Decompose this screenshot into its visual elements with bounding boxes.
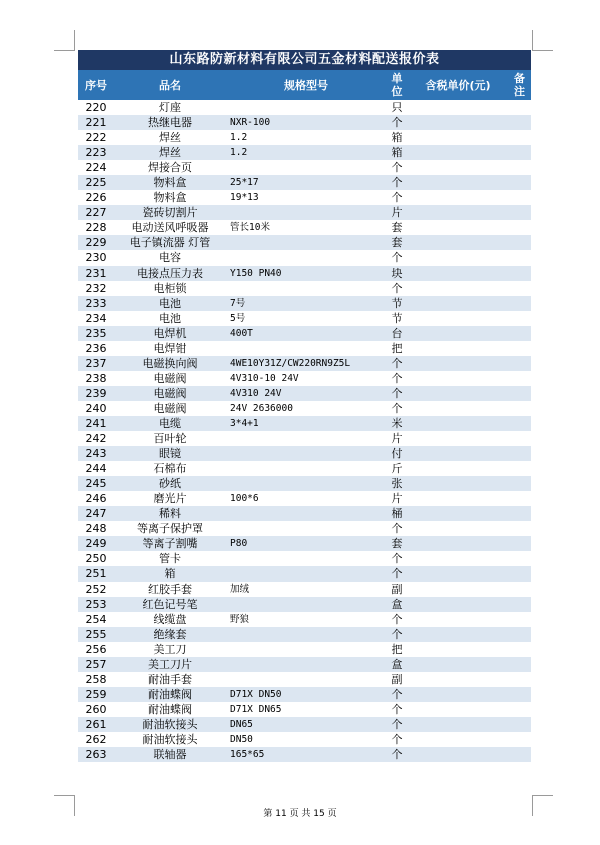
cell-no: 234 xyxy=(85,311,107,325)
cell-unit: 套 xyxy=(391,221,403,235)
cell-no: 254 xyxy=(85,612,107,626)
table-row xyxy=(78,657,531,672)
cell-name: 焊丝 xyxy=(159,146,181,160)
cell-name: 耐油蝶阀 xyxy=(148,702,192,716)
cell-no: 224 xyxy=(85,161,107,175)
cell-no: 237 xyxy=(85,356,107,370)
cell-spec: 4V310 24V xyxy=(230,387,282,399)
cell-unit: 套 xyxy=(391,537,403,551)
table-row xyxy=(78,506,531,521)
cell-name: 等离子保护罩 xyxy=(137,522,203,536)
cell-unit: 个 xyxy=(391,371,403,385)
cell-name: 耐油蝶阀 xyxy=(148,687,192,701)
cell-no: 232 xyxy=(85,281,107,295)
table-header xyxy=(78,70,531,100)
cell-spec: 19*13 xyxy=(230,192,259,204)
cell-name: 砂纸 xyxy=(159,477,181,491)
cell-unit: 片 xyxy=(391,206,403,220)
cell-name: 磨光片 xyxy=(153,492,187,506)
cell-name: 电柜锁 xyxy=(153,281,187,295)
cell-unit: 个 xyxy=(391,386,403,400)
cell-name: 热继电器 xyxy=(148,116,192,130)
cell-name: 稀料 xyxy=(159,507,181,521)
cell-spec: 1.2 xyxy=(230,147,248,159)
cell-name: 红胶手套 xyxy=(148,582,192,596)
cell-spec: 7号 xyxy=(230,297,246,309)
table-row xyxy=(78,250,531,265)
cell-unit: 箱 xyxy=(391,131,403,145)
cell-name: 耐油软接头 xyxy=(142,732,198,746)
cell-unit: 把 xyxy=(391,341,403,355)
cell-unit: 只 xyxy=(391,101,403,114)
price-table xyxy=(78,50,531,762)
cell-no: 259 xyxy=(85,687,107,701)
table-row xyxy=(78,401,531,416)
cell-unit: 个 xyxy=(391,732,403,746)
cell-no: 241 xyxy=(85,416,107,430)
table-row xyxy=(78,416,531,431)
cell-unit: 片 xyxy=(391,432,403,446)
cell-name: 电接点压力表 xyxy=(137,266,203,280)
cell-no: 238 xyxy=(85,371,107,385)
cell-name: 耐油软接头 xyxy=(142,717,198,731)
cell-no: 240 xyxy=(85,401,107,415)
cell-spec: 24V 2636000 xyxy=(230,402,293,414)
page-footer: 第 11 页 共 15 页 xyxy=(263,809,337,819)
table-row xyxy=(78,326,531,341)
cell-unit: 斤 xyxy=(391,462,403,476)
cell-unit: 个 xyxy=(391,627,403,641)
cell-name: 管卡 xyxy=(159,552,181,566)
cell-name: 物料盒 xyxy=(153,191,187,205)
cell-spec: DN50 xyxy=(230,733,253,745)
cell-name: 箱 xyxy=(164,567,176,581)
cell-name: 联轴器 xyxy=(153,748,187,762)
cell-spec: 165*65 xyxy=(230,749,265,761)
cell-name: 电容 xyxy=(159,251,181,265)
cell-name: 物料盒 xyxy=(153,176,187,190)
header-price: 含税单价(元) xyxy=(425,79,491,92)
cell-unit: 副 xyxy=(391,672,403,686)
cell-no: 262 xyxy=(85,732,107,746)
cell-unit: 张 xyxy=(391,477,403,491)
cell-no: 245 xyxy=(85,477,107,491)
cell-spec: 3*4+1 xyxy=(230,417,259,429)
table-row xyxy=(78,642,531,657)
cell-no: 253 xyxy=(85,597,107,611)
table-row xyxy=(78,371,531,386)
cell-no: 248 xyxy=(85,522,107,536)
table-row xyxy=(78,732,531,747)
table-row xyxy=(78,205,531,220)
cell-no: 243 xyxy=(85,447,107,461)
table-row xyxy=(78,100,531,115)
cell-name: 电子镇流器 灯管 xyxy=(129,236,211,250)
table-row xyxy=(78,386,531,401)
table-body xyxy=(78,100,531,762)
cell-name: 电磁阀 xyxy=(153,386,187,400)
corner-mark-top-left xyxy=(54,30,75,51)
cell-no: 251 xyxy=(85,567,107,581)
cell-unit: 把 xyxy=(391,642,403,656)
cell-name: 电磁阀 xyxy=(153,371,187,385)
cell-unit: 箱 xyxy=(391,146,403,160)
cell-no: 221 xyxy=(85,116,107,130)
cell-unit: 副 xyxy=(391,582,403,596)
cell-name: 眼镜 xyxy=(159,447,181,461)
cell-no: 223 xyxy=(85,146,107,160)
cell-unit: 个 xyxy=(391,116,403,130)
table-title: 山东路防新材料有限公司五金材料配送报价表 xyxy=(78,50,531,70)
table-row xyxy=(78,566,531,581)
cell-name: 红色记号笔 xyxy=(142,597,198,611)
table-row xyxy=(78,341,531,356)
table-row xyxy=(78,747,531,762)
table-row xyxy=(78,551,531,566)
cell-name: 电池 xyxy=(159,311,181,325)
cell-no: 260 xyxy=(85,702,107,716)
cell-spec: Y150 PN40 xyxy=(230,267,282,279)
cell-name: 焊丝 xyxy=(159,131,181,145)
cell-unit: 台 xyxy=(391,326,403,340)
cell-no: 255 xyxy=(85,627,107,641)
cell-spec: 1.2 xyxy=(230,132,248,144)
table-row xyxy=(78,582,531,597)
header-unit-line1: 单 xyxy=(391,72,403,85)
corner-mark-top-right xyxy=(532,30,553,51)
cell-name: 电焊机 xyxy=(153,326,187,340)
cell-name: 石棉布 xyxy=(153,462,187,476)
table-row xyxy=(78,296,531,311)
cell-name: 百叶轮 xyxy=(153,432,187,446)
table-row xyxy=(78,491,531,506)
table-row xyxy=(78,281,531,296)
cell-spec: 100*6 xyxy=(230,493,259,505)
cell-unit: 个 xyxy=(391,176,403,190)
cell-name: 美工刀片 xyxy=(148,657,192,671)
cell-no: 230 xyxy=(85,251,107,265)
cell-name: 电动送风呼吸器 xyxy=(131,221,209,235)
header-note-line2: 注 xyxy=(514,85,525,98)
cell-spec: 野狼 xyxy=(230,613,250,625)
cell-unit: 套 xyxy=(391,236,403,250)
cell-no: 256 xyxy=(85,642,107,656)
table-row xyxy=(78,160,531,175)
cell-spec: 5号 xyxy=(230,312,246,324)
cell-unit: 个 xyxy=(391,161,403,175)
cell-no: 263 xyxy=(85,748,107,762)
cell-no: 222 xyxy=(85,131,107,145)
cell-no: 242 xyxy=(85,432,107,446)
table-row xyxy=(78,115,531,130)
cell-spec: NXR-100 xyxy=(230,117,271,129)
table-row xyxy=(78,597,531,612)
cell-spec: D71X DN50 xyxy=(230,688,282,700)
cell-name: 电池 xyxy=(159,296,181,310)
cell-unit: 个 xyxy=(391,281,403,295)
cell-no: 258 xyxy=(85,672,107,686)
table-row xyxy=(78,431,531,446)
header-no: 序号 xyxy=(85,79,107,92)
cell-no: 228 xyxy=(85,221,107,235)
cell-spec: DN65 xyxy=(230,718,253,730)
cell-spec: 4WE10Y31Z/CW220RN9Z5L xyxy=(230,357,351,369)
header-note-line1: 备 xyxy=(514,72,525,85)
table-row xyxy=(78,311,531,326)
cell-unit: 盒 xyxy=(391,657,403,671)
cell-unit: 个 xyxy=(391,522,403,536)
table-row xyxy=(78,130,531,145)
cell-spec: D71X DN65 xyxy=(230,703,282,715)
cell-unit: 个 xyxy=(391,191,403,205)
cell-unit: 个 xyxy=(391,612,403,626)
cell-spec: 4V310-10 24V xyxy=(230,372,299,384)
cell-no: 236 xyxy=(85,341,107,355)
cell-name: 等离子割嘴 xyxy=(142,537,198,551)
cell-spec: 加绒 xyxy=(230,583,250,595)
cell-name: 电焊钳 xyxy=(153,341,187,355)
table-row xyxy=(78,190,531,205)
cell-no: 261 xyxy=(85,717,107,731)
table-row xyxy=(78,476,531,491)
cell-name: 电磁阀 xyxy=(153,401,187,415)
cell-no: 250 xyxy=(85,552,107,566)
header-unit xyxy=(386,70,408,100)
cell-unit: 个 xyxy=(391,687,403,701)
table-row xyxy=(78,702,531,717)
table-row xyxy=(78,717,531,732)
table-row xyxy=(78,446,531,461)
cell-unit: 个 xyxy=(391,567,403,581)
cell-no: 229 xyxy=(85,236,107,250)
cell-name: 焊接合页 xyxy=(148,161,192,175)
table-row xyxy=(78,356,531,371)
cell-no: 231 xyxy=(85,266,107,280)
cell-name: 瓷砖切割片 xyxy=(142,206,198,220)
cell-no: 235 xyxy=(85,326,107,340)
cell-spec: 25*17 xyxy=(230,177,259,189)
cell-name: 电缆 xyxy=(159,416,181,430)
cell-unit: 节 xyxy=(391,296,403,310)
cell-unit: 个 xyxy=(391,748,403,762)
header-spec: 规格型号 xyxy=(284,79,328,92)
cell-unit: 个 xyxy=(391,717,403,731)
cell-no: 247 xyxy=(85,507,107,521)
header-note xyxy=(508,70,531,100)
cell-unit: 片 xyxy=(391,492,403,506)
table-row xyxy=(78,687,531,702)
cell-spec: 400T xyxy=(230,327,253,339)
cell-unit: 个 xyxy=(391,356,403,370)
cell-name: 灯座 xyxy=(159,101,181,114)
cell-no: 244 xyxy=(85,462,107,476)
table-row xyxy=(78,145,531,160)
table-row xyxy=(78,672,531,687)
cell-no: 257 xyxy=(85,657,107,671)
cell-no: 252 xyxy=(85,582,107,596)
cell-no: 239 xyxy=(85,386,107,400)
table-row xyxy=(78,521,531,536)
cell-no: 225 xyxy=(85,176,107,190)
cell-unit: 桶 xyxy=(391,507,403,521)
cell-unit: 盒 xyxy=(391,597,403,611)
cell-unit: 个 xyxy=(391,401,403,415)
cell-unit: 个 xyxy=(391,552,403,566)
cell-unit: 付 xyxy=(391,447,403,461)
table-row xyxy=(78,220,531,235)
cell-name: 电磁换向阀 xyxy=(142,356,198,370)
cell-no: 233 xyxy=(85,296,107,310)
cell-name: 耐油手套 xyxy=(148,672,192,686)
table-row xyxy=(78,175,531,190)
cell-unit: 块 xyxy=(391,266,403,280)
table-row xyxy=(78,627,531,642)
cell-no: 226 xyxy=(85,191,107,205)
cell-name: 美工刀 xyxy=(153,642,187,656)
table-row xyxy=(78,536,531,551)
table-row xyxy=(78,612,531,627)
cell-no: 246 xyxy=(85,492,107,506)
cell-no: 249 xyxy=(85,537,107,551)
cell-unit: 节 xyxy=(391,311,403,325)
header-name: 品名 xyxy=(159,79,181,92)
table-row xyxy=(78,235,531,250)
cell-unit: 个 xyxy=(391,251,403,265)
cell-unit: 米 xyxy=(391,416,403,430)
cell-spec: P80 xyxy=(230,538,248,550)
cell-no: 220 xyxy=(85,101,107,114)
cell-spec: 管长10米 xyxy=(230,222,270,234)
cell-name: 绝缘套 xyxy=(153,627,187,641)
cell-unit: 个 xyxy=(391,702,403,716)
table-row xyxy=(78,461,531,476)
header-unit-line2: 位 xyxy=(391,85,403,98)
cell-name: 线缆盘 xyxy=(153,612,187,626)
table-row xyxy=(78,266,531,281)
cell-no: 227 xyxy=(85,206,107,220)
